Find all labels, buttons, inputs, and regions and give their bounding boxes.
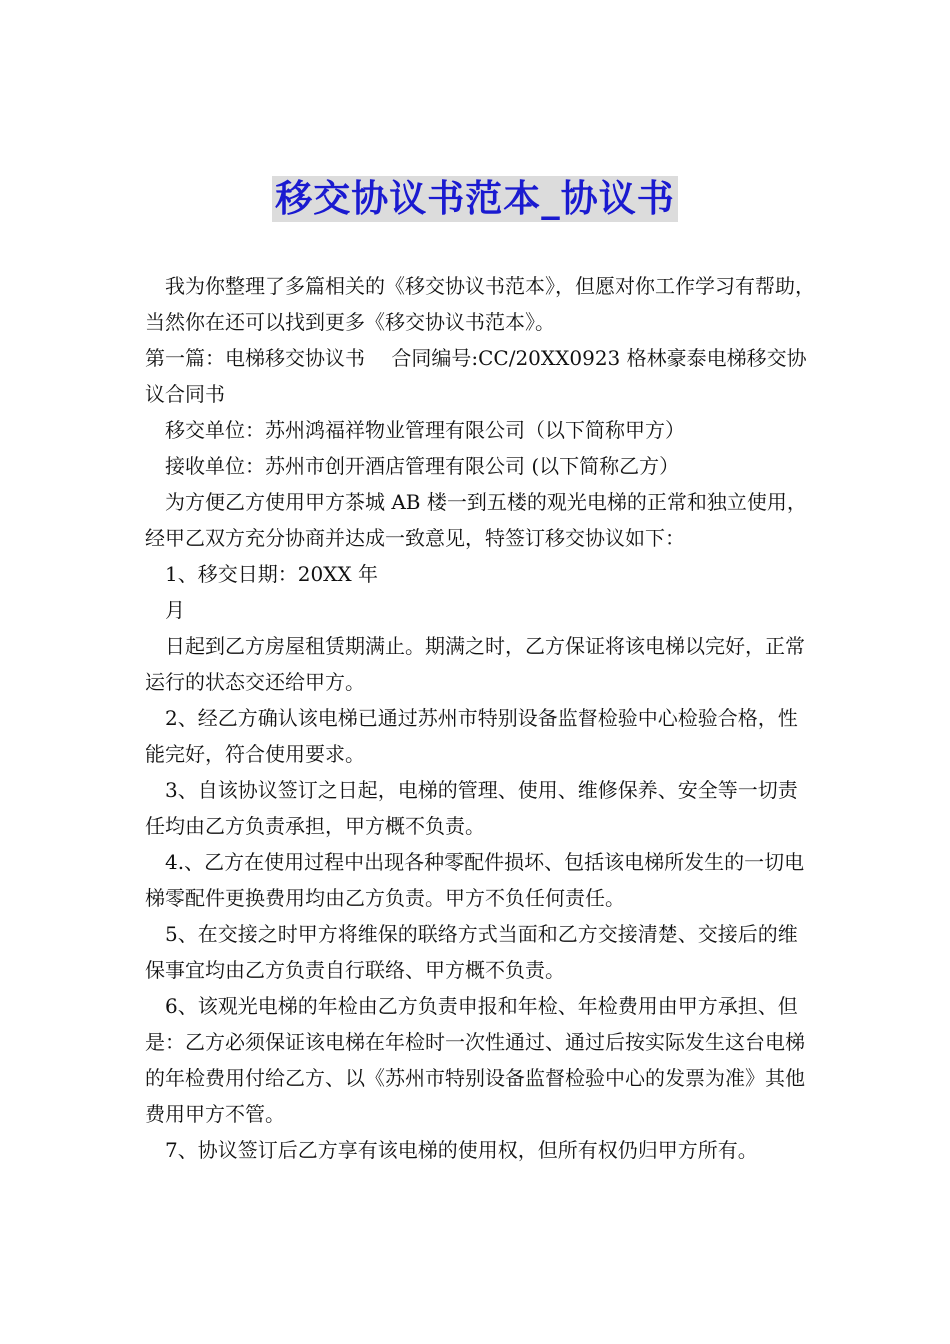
paragraph-clause-1-date: 1、移交日期：20XX 年 <box>165 562 379 586</box>
title-wrap <box>0 176 950 222</box>
paragraph-intro: 我为你整理了多篇相关的《移交协议书范本》，但愿对你工作学习有帮助，当然你在还可以找到更多《移交协议书范本》。 <box>145 274 815 334</box>
paragraph-clause-3: 3、自该协议签订之日起，电梯的管理、使用、维修保养、安全等一切责任均由乙方负责承担，甲方概不负责。 <box>145 778 798 838</box>
paragraph-purpose: 为方便乙方使用甲方茶城 AB 楼一到五楼的观光电梯的正常和独立使用，经甲乙双方充分协商并达成一致意见，特签订移交协议如下： <box>145 490 807 550</box>
paragraph-clause-7: 7、协议签订后乙方享有该电梯的使用权，但所有权仍归甲方所有。 <box>165 1138 758 1162</box>
paragraph-clause-1-term: 日起到乙方房屋租赁期满止。期满之时，乙方保证将该电梯以完好，正常运行的状态交还给甲方。 <box>145 634 805 694</box>
paragraph-clause-4: 4.、乙方在使用过程中出现各种零配件损坏、包括该电梯所发生的一切电梯零配件更换费用均由乙方负责。甲方不负任何责任。 <box>145 850 805 910</box>
paragraph-receiving-unit: 接收单位：苏州市创开酒店管理有限公司 (以下简称乙方） <box>165 454 680 478</box>
paragraph-heading-first: 第一篇：电梯移交协议书 合同编号:CC/20XX0923 格林豪泰电梯移交协议合同书 <box>145 346 807 406</box>
paragraph-clause-5: 5、在交接之时甲方将维保的联络方式当面和乙方交接清楚、交接后的维保事宜均由乙方负责自行联络、甲方概不负责。 <box>145 922 798 982</box>
document-body <box>145 268 815 1168</box>
document-title: 移交协议书范本_协议书 <box>272 176 678 222</box>
paragraph-transfer-unit: 移交单位：苏州鸿福祥物业管理有限公司（以下简称甲方） <box>165 418 685 442</box>
paragraph-clause-6: 6、该观光电梯的年检由乙方负责申报和年检、年检费用由甲方承担、但是：乙方必须保证该电梯在年检时一次性通过、通过后按实际发生这台电梯的年检费用付给乙方、以《苏州市特别设备监督检验中心的发票为准》其他费用甲方不管。 <box>145 994 805 1126</box>
paragraph-clause-2: 2、经乙方确认该电梯已通过苏州市特别设备监督检验中心检验合格，性能完好，符合使用要求。 <box>145 706 798 766</box>
paragraph-clause-1-month: 月 <box>165 598 185 622</box>
